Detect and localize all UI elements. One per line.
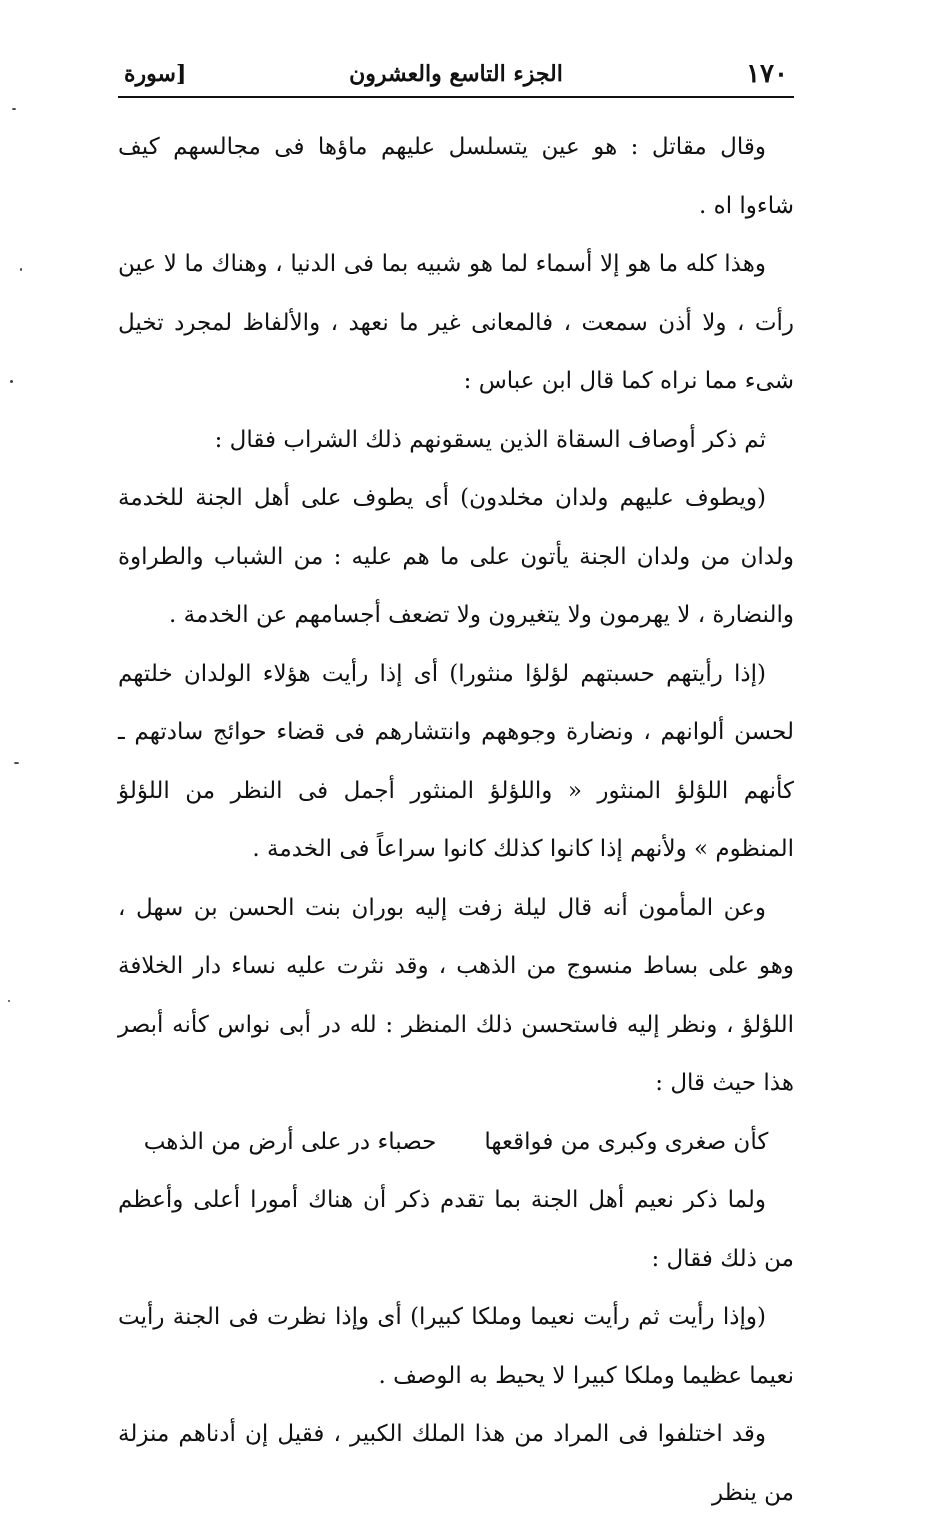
page-number: ١٧٠ <box>746 59 788 89</box>
poetry-verse <box>118 1113 794 1172</box>
paragraph-9: وقد اختلفوا فى المراد من هذا الملك الكبير ، فقيل إن أدناهم منزلة من ينظر <box>118 1421 794 1506</box>
scan-speck <box>14 762 19 764</box>
page-header <box>118 52 794 98</box>
verse-first-hemistich: كأن صغرى وكبرى من فواقعها <box>484 1128 769 1155</box>
paragraph-1: وقال مقاتل : هو عين يتسلسل عليهم ماؤها فى مجالسهم كيف شاءوا اه . <box>118 134 794 219</box>
scan-speck <box>8 1000 10 1002</box>
surah-label: [سورة <box>124 61 187 87</box>
paragraph-2: وهذا كله ما هو إلا أسماء لما هو شبيه بما فى الدنيا ، وهناك ما لا عين رأت ، ولا أذن سمعت ، فالمعانى غير ما نعهد ، والألفاظ لمجرد تخيل شىء مما نراه كما قال ابن عباس : <box>118 251 794 394</box>
paragraph-7: ولما ذكر نعيم أهل الجنة بما تقدم ذكر أن هناك أمورا أعلى وأعظم من ذلك فقال : <box>118 1187 794 1272</box>
running-title: الجزء التاسع والعشرون <box>349 61 563 87</box>
paragraph-3: ثم ذكر أوصاف السقاة الذين يسقونهم ذلك الشراب فقال : <box>214 426 766 453</box>
scan-speck <box>20 268 22 271</box>
scan-speck <box>12 108 16 110</box>
page-body <box>118 118 794 1522</box>
scan-speck <box>10 380 13 383</box>
paragraph-6: وعن المأمون أنه قال ليلة زفت إليه بوران بنت الحسن بن سهل ، وهو على بساط منسوج من الذهب ، وقد نثرت عليه نساء دار الخلافة اللؤلؤ ، ونظر إليه فاستحسن ذلك المنظر : لله در أبى نواس كأنه أبصر هذا حيث قال : <box>118 894 794 1096</box>
paragraph-4: (ويطوف عليهم ولدان مخلدون) أى يطوف على أهل الجنة للخدمة ولدان من ولدان الجنة يأتون على ما هم عليه : من الشباب والطراوة والنضارة ، لا يهرمون ولا يتغيرون ولا تضعف أجسامهم عن الخدمة . <box>118 485 794 628</box>
paragraph-8: (وإذا رأيت ثم رأيت نعيما وملكا كبيرا) أى وإذا نظرت فى الجنة رأيت نعيما عظيما وملكا كبيرا لا يحيط به الوصف . <box>118 1304 794 1389</box>
paragraph-5: (إذا رأيتهم حسبتهم لؤلؤا منثورا) أى إذا رأيت هؤلاء الولدان خلتهم لحسن ألوانهم ، ونضارة وجوههم وانتشارهم فى قضاء حوائج سادتهم ـ كأنهم اللؤلؤ المنثور « واللؤلؤ المنثور أجمل فى النظر من اللؤلؤ المنظوم » ولأنهم إذا كانوا كذلك كانوا سراعاً فى الخدمة . <box>118 660 794 862</box>
verse-second-hemistich: حصباء در على أرض من الذهب <box>143 1128 437 1155</box>
